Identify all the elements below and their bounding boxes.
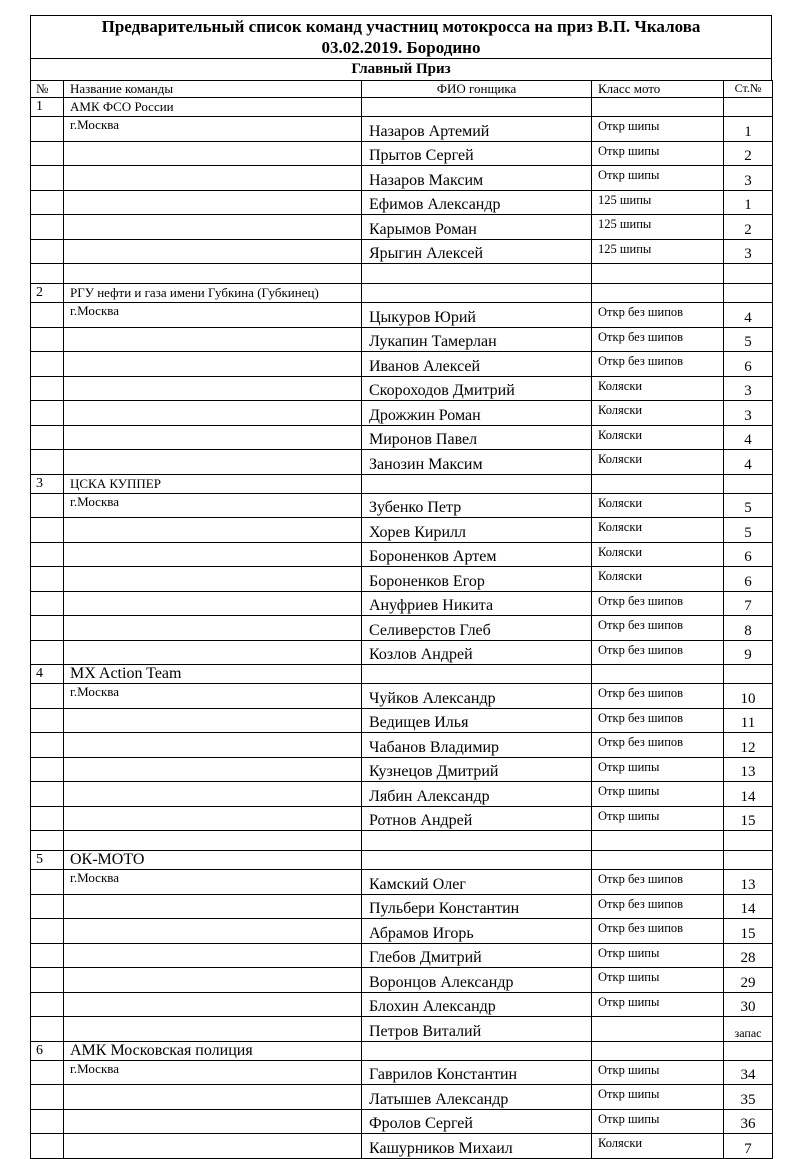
empty-cell — [31, 782, 64, 807]
empty-cell — [31, 894, 64, 919]
start-number: 5 — [724, 327, 773, 352]
moto-class: Откр шипы — [592, 806, 724, 831]
start-number: 14 — [724, 782, 773, 807]
empty-cell — [31, 425, 64, 450]
moto-class: Коляски — [592, 493, 724, 518]
moto-class: Откр без шипов — [592, 894, 724, 919]
rider-name: Воронцов Александр — [362, 968, 592, 993]
start-number: 3 — [724, 376, 773, 401]
start-number: 3 — [724, 166, 773, 191]
rider-row — [31, 1060, 773, 1085]
rider-row — [31, 968, 773, 993]
rider-row — [31, 376, 773, 401]
rider-row — [31, 894, 773, 919]
empty-cell — [592, 665, 724, 684]
empty-cell — [31, 215, 64, 240]
start-number: 6 — [724, 567, 773, 592]
start-number: 10 — [724, 684, 773, 709]
rider-name: Пульбери Константин — [362, 894, 592, 919]
rider-row — [31, 303, 773, 328]
rider-row — [31, 1109, 773, 1134]
moto-class — [592, 1017, 724, 1042]
empty-cell — [64, 757, 362, 782]
start-number: 34 — [724, 1060, 773, 1085]
start-number: 35 — [724, 1085, 773, 1110]
rider-row — [31, 684, 773, 709]
rider-name: Зубенко Петр — [362, 493, 592, 518]
start-number: 1 — [724, 190, 773, 215]
rider-row — [31, 215, 773, 240]
empty-cell — [31, 870, 64, 895]
team-row — [31, 1041, 773, 1060]
empty-cell — [64, 215, 362, 240]
moto-class: Откр без шипов — [592, 684, 724, 709]
moto-class: Откр шипы — [592, 166, 724, 191]
column-header-no: № — [31, 81, 64, 98]
empty-cell — [31, 943, 64, 968]
empty-cell — [31, 616, 64, 641]
start-number: 9 — [724, 640, 773, 665]
rider-name: Кузнецов Дмитрий — [362, 757, 592, 782]
empty-cell — [592, 98, 724, 117]
moto-class: Коляски — [592, 450, 724, 475]
empty-cell — [64, 919, 362, 944]
rider-row — [31, 327, 773, 352]
spacer-row — [31, 264, 773, 284]
spacer-row — [31, 831, 773, 851]
rider-row — [31, 141, 773, 166]
moto-class: Откр шипы — [592, 757, 724, 782]
rider-name: Карымов Роман — [362, 215, 592, 240]
empty-cell — [724, 264, 773, 284]
empty-cell — [64, 450, 362, 475]
empty-cell — [362, 665, 592, 684]
moto-class: Коляски — [592, 567, 724, 592]
rider-row — [31, 708, 773, 733]
empty-cell — [64, 518, 362, 543]
empty-cell — [64, 616, 362, 641]
rider-row — [31, 450, 773, 475]
empty-cell — [592, 831, 724, 851]
start-number: 5 — [724, 518, 773, 543]
start-number: 4 — [724, 425, 773, 450]
moto-class: Откр без шипов — [592, 640, 724, 665]
empty-cell — [31, 919, 64, 944]
rider-row — [31, 567, 773, 592]
rider-name: Бороненков Егор — [362, 567, 592, 592]
start-number: запас — [724, 1017, 773, 1042]
moto-class: Откр шипы — [592, 141, 724, 166]
rider-row — [31, 919, 773, 944]
empty-cell — [724, 284, 773, 303]
moto-class: Откр шипы — [592, 992, 724, 1017]
rider-row — [31, 117, 773, 142]
rider-row — [31, 591, 773, 616]
rider-name: Ефимов Александр — [362, 190, 592, 215]
start-number: 4 — [724, 450, 773, 475]
start-number: 7 — [724, 591, 773, 616]
column-header-rider: ФИО гонщика — [362, 81, 592, 98]
start-number: 6 — [724, 542, 773, 567]
team-number: 4 — [31, 665, 64, 684]
empty-cell — [31, 401, 64, 426]
empty-cell — [362, 284, 592, 303]
team-city: г.Москва — [64, 684, 362, 709]
start-number: 11 — [724, 708, 773, 733]
start-number: 1 — [724, 117, 773, 142]
empty-cell — [31, 166, 64, 191]
rider-name: Латышев Александр — [362, 1085, 592, 1110]
start-number: 29 — [724, 968, 773, 993]
rider-name: Скороходов Дмитрий — [362, 376, 592, 401]
team-row — [31, 474, 773, 493]
empty-cell — [31, 376, 64, 401]
empty-cell — [31, 968, 64, 993]
empty-cell — [64, 1017, 362, 1042]
start-number: 30 — [724, 992, 773, 1017]
empty-cell — [362, 98, 592, 117]
empty-cell — [64, 327, 362, 352]
start-list-sheet — [30, 15, 772, 1159]
rider-name: Кашурников Михаил — [362, 1134, 592, 1159]
empty-cell — [31, 518, 64, 543]
rider-name: Чуйков Александр — [362, 684, 592, 709]
empty-cell — [64, 567, 362, 592]
rider-name: Камский Олег — [362, 870, 592, 895]
rider-row — [31, 616, 773, 641]
moto-class: Откр без шипов — [592, 870, 724, 895]
column-header-start: Ст.№ — [724, 81, 773, 98]
rider-row — [31, 870, 773, 895]
empty-cell — [64, 831, 362, 851]
moto-class: Откр без шипов — [592, 708, 724, 733]
teams-table-body — [31, 81, 773, 1159]
rider-name: Блохин Александр — [362, 992, 592, 1017]
team-name: РГУ нефти и газа имени Губкина (Губкинец) — [64, 284, 362, 303]
rider-name: Миронов Павел — [362, 425, 592, 450]
empty-cell — [362, 264, 592, 284]
rider-name: Назаров Артемий — [362, 117, 592, 142]
team-row — [31, 284, 773, 303]
empty-cell — [64, 141, 362, 166]
rider-name: Гаврилов Константин — [362, 1060, 592, 1085]
empty-cell — [31, 493, 64, 518]
empty-cell — [64, 894, 362, 919]
empty-cell — [362, 1041, 592, 1060]
rider-row — [31, 992, 773, 1017]
empty-cell — [64, 239, 362, 264]
rider-name: Прытов Сергей — [362, 141, 592, 166]
empty-cell — [64, 190, 362, 215]
empty-cell — [724, 831, 773, 851]
empty-cell — [64, 1134, 362, 1159]
rider-name: Иванов Алексей — [362, 352, 592, 377]
table-header-row — [31, 81, 773, 98]
team-name: АМК Московская полиция — [64, 1041, 362, 1060]
team-name: ЦСКА КУППЕР — [64, 474, 362, 493]
empty-cell — [31, 1109, 64, 1134]
rider-row — [31, 640, 773, 665]
empty-cell — [31, 806, 64, 831]
rider-name: Ярыгин Алексей — [362, 239, 592, 264]
rider-row — [31, 1085, 773, 1110]
empty-cell — [64, 591, 362, 616]
team-row — [31, 98, 773, 117]
team-row — [31, 851, 773, 870]
empty-cell — [64, 640, 362, 665]
empty-cell — [31, 303, 64, 328]
empty-cell — [362, 851, 592, 870]
empty-cell — [362, 474, 592, 493]
empty-cell — [31, 992, 64, 1017]
moto-class: Откр без шипов — [592, 733, 724, 758]
empty-cell — [31, 1085, 64, 1110]
start-number: 15 — [724, 919, 773, 944]
empty-cell — [31, 327, 64, 352]
empty-cell — [64, 352, 362, 377]
moto-class: 125 шипы — [592, 239, 724, 264]
start-number: 7 — [724, 1134, 773, 1159]
moto-class: Откр шипы — [592, 1060, 724, 1085]
rider-row — [31, 493, 773, 518]
rider-row — [31, 733, 773, 758]
moto-class: Откр шипы — [592, 943, 724, 968]
empty-cell — [64, 1109, 362, 1134]
empty-cell — [592, 1041, 724, 1060]
rider-name: Чабанов Владимир — [362, 733, 592, 758]
empty-cell — [64, 943, 362, 968]
empty-cell — [31, 1134, 64, 1159]
start-number: 3 — [724, 401, 773, 426]
rider-row — [31, 166, 773, 191]
rider-name: Дрожжин Роман — [362, 401, 592, 426]
team-name: ОК-МОТО — [64, 851, 362, 870]
rider-row — [31, 239, 773, 264]
moto-class: Откр шипы — [592, 1109, 724, 1134]
empty-cell — [64, 733, 362, 758]
empty-cell — [724, 474, 773, 493]
rider-name: Ведищев Илья — [362, 708, 592, 733]
team-number: 6 — [31, 1041, 64, 1060]
moto-class: Откр шипы — [592, 117, 724, 142]
empty-cell — [31, 591, 64, 616]
rider-row — [31, 943, 773, 968]
empty-cell — [31, 1060, 64, 1085]
team-name: АМК ФСО России — [64, 98, 362, 117]
moto-class: Откр без шипов — [592, 591, 724, 616]
empty-cell — [64, 376, 362, 401]
rider-name: Цыкуров Юрий — [362, 303, 592, 328]
moto-class: Откр шипы — [592, 968, 724, 993]
empty-cell — [31, 684, 64, 709]
column-header-class: Класс мото — [592, 81, 724, 98]
moto-class: Коляски — [592, 425, 724, 450]
empty-cell — [64, 782, 362, 807]
empty-cell — [362, 831, 592, 851]
team-city: г.Москва — [64, 493, 362, 518]
empty-cell — [31, 733, 64, 758]
start-number: 5 — [724, 493, 773, 518]
rider-name: Лябин Александр — [362, 782, 592, 807]
rider-name: Занозин Максим — [362, 450, 592, 475]
empty-cell — [64, 264, 362, 284]
empty-cell — [31, 640, 64, 665]
team-city: г.Москва — [64, 870, 362, 895]
start-number: 2 — [724, 215, 773, 240]
empty-cell — [64, 166, 362, 191]
column-header-team: Название команды — [64, 81, 362, 98]
moto-class: 125 шипы — [592, 190, 724, 215]
team-number: 5 — [31, 851, 64, 870]
rider-row — [31, 518, 773, 543]
rider-row — [31, 1134, 773, 1159]
empty-cell — [31, 708, 64, 733]
rider-name: Глебов Дмитрий — [362, 943, 592, 968]
start-number: 36 — [724, 1109, 773, 1134]
empty-cell — [31, 117, 64, 142]
moto-class: Откр шипы — [592, 782, 724, 807]
rider-name: Абрамов Игорь — [362, 919, 592, 944]
rider-row — [31, 352, 773, 377]
empty-cell — [31, 264, 64, 284]
moto-class: 125 шипы — [592, 215, 724, 240]
rider-name: Хорев Кирилл — [362, 518, 592, 543]
team-city: г.Москва — [64, 1060, 362, 1085]
rider-name: Лукапин Тамерлан — [362, 327, 592, 352]
empty-cell — [592, 474, 724, 493]
empty-cell — [31, 190, 64, 215]
document-title: Предварительный список команд участниц мотокросса на приз В.П. Чкалова — [101, 17, 701, 36]
empty-cell — [31, 141, 64, 166]
empty-cell — [724, 665, 773, 684]
rider-name: Селиверстов Глеб — [362, 616, 592, 641]
empty-cell — [31, 542, 64, 567]
moto-class: Коляски — [592, 518, 724, 543]
moto-class: Откр без шипов — [592, 303, 724, 328]
prize-subtitle: Главный Приз — [30, 58, 772, 80]
empty-cell — [31, 450, 64, 475]
rider-row — [31, 425, 773, 450]
rider-row — [31, 1017, 773, 1042]
moto-class: Откр шипы — [592, 1085, 724, 1110]
start-number: 2 — [724, 141, 773, 166]
empty-cell — [64, 401, 362, 426]
empty-cell — [64, 806, 362, 831]
start-number: 12 — [724, 733, 773, 758]
rider-name: Ануфриев Никита — [362, 591, 592, 616]
title-block — [30, 15, 772, 58]
start-number: 13 — [724, 757, 773, 782]
empty-cell — [64, 542, 362, 567]
start-number: 28 — [724, 943, 773, 968]
rider-row — [31, 782, 773, 807]
start-number: 13 — [724, 870, 773, 895]
team-city: г.Москва — [64, 303, 362, 328]
empty-cell — [592, 264, 724, 284]
team-city: г.Москва — [64, 117, 362, 142]
empty-cell — [31, 757, 64, 782]
rider-row — [31, 806, 773, 831]
empty-cell — [31, 831, 64, 851]
empty-cell — [31, 567, 64, 592]
team-number: 2 — [31, 284, 64, 303]
empty-cell — [592, 851, 724, 870]
empty-cell — [31, 1017, 64, 1042]
rider-name: Бороненков Артем — [362, 542, 592, 567]
rider-row — [31, 757, 773, 782]
empty-cell — [724, 1041, 773, 1060]
start-number: 8 — [724, 616, 773, 641]
start-number: 4 — [724, 303, 773, 328]
moto-class: Коляски — [592, 376, 724, 401]
empty-cell — [64, 425, 362, 450]
team-name: MX Action Team — [64, 665, 362, 684]
teams-table — [30, 80, 773, 1159]
team-number: 1 — [31, 98, 64, 117]
empty-cell — [31, 352, 64, 377]
rider-name: Фролов Сергей — [362, 1109, 592, 1134]
empty-cell — [724, 98, 773, 117]
moto-class: Коляски — [592, 1134, 724, 1159]
moto-class: Откр без шипов — [592, 327, 724, 352]
rider-name: Назаров Максим — [362, 166, 592, 191]
rider-row — [31, 190, 773, 215]
empty-cell — [592, 284, 724, 303]
empty-cell — [64, 968, 362, 993]
start-number: 15 — [724, 806, 773, 831]
empty-cell — [31, 239, 64, 264]
moto-class: Откр без шипов — [592, 352, 724, 377]
empty-cell — [64, 708, 362, 733]
team-number: 3 — [31, 474, 64, 493]
start-number: 6 — [724, 352, 773, 377]
rider-name: Козлов Андрей — [362, 640, 592, 665]
moto-class: Коляски — [592, 401, 724, 426]
start-number: 3 — [724, 239, 773, 264]
rider-row — [31, 401, 773, 426]
empty-cell — [724, 851, 773, 870]
moto-class: Откр без шипов — [592, 919, 724, 944]
empty-cell — [64, 992, 362, 1017]
event-date-place: 03.02.2019. Бородино — [321, 38, 481, 57]
empty-cell — [64, 1085, 362, 1110]
team-row — [31, 665, 773, 684]
rider-row — [31, 542, 773, 567]
rider-name: Петров Виталий — [362, 1017, 592, 1042]
moto-class: Откр без шипов — [592, 616, 724, 641]
rider-name: Ротнов Андрей — [362, 806, 592, 831]
moto-class: Коляски — [592, 542, 724, 567]
start-number: 14 — [724, 894, 773, 919]
